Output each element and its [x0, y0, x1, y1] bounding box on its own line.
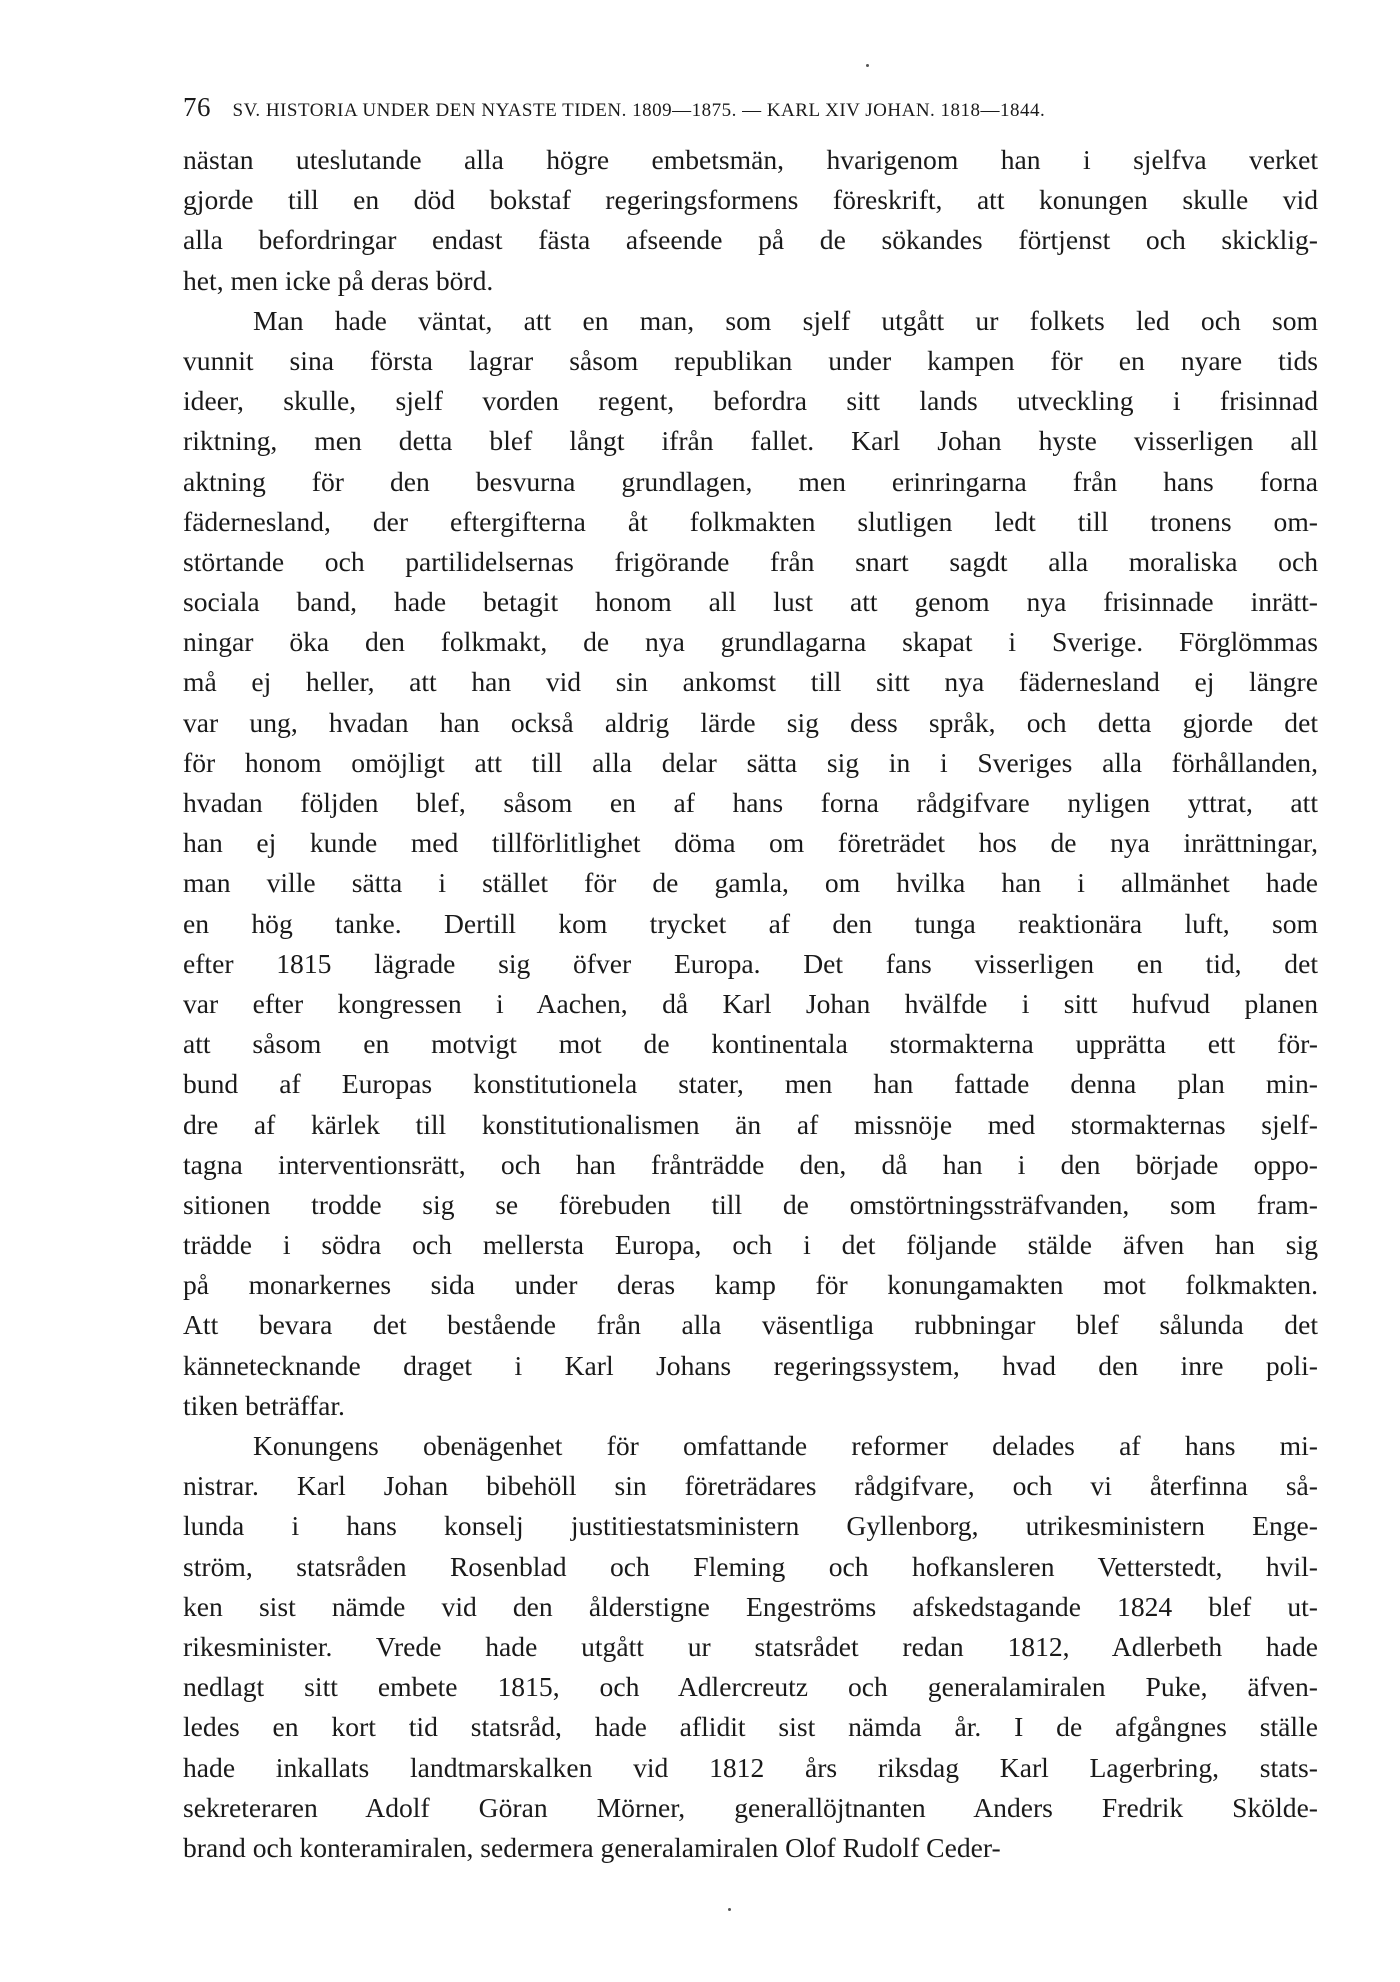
paragraph	[183, 1426, 1318, 1868]
text-line: tagna interventionsrätt, och han frånträdde den, då han i den började oppo-	[183, 1148, 1318, 1180]
text-line: lunda i hans konselj justitiestatsministern Gyllenborg, utrikesministern Enge-	[183, 1510, 1318, 1542]
text-line: ström, statsråden Rosenblad och Fleming och hofkansleren Vetterstedt, hvil-	[183, 1550, 1318, 1582]
text-line: hade inkallats landtmarskalken vid 1812 års riksdag Karl Lagerbring, stats-	[183, 1751, 1318, 1783]
text-line: man ville sätta i stället för de gamla, om hvilka han i allmänhet hade	[183, 867, 1318, 899]
text-line: gjorde till en död bokstaf regeringsformens föreskrift, att konungen skulle vid	[183, 184, 1318, 216]
text-line: må ej heller, att han vid sin ankomst till sitt nya fädernesland ej längre	[183, 666, 1318, 698]
text-line: nistrar. Karl Johan bibehöll sin företrädares rådgifvare, och vi återfinna så-	[183, 1470, 1318, 1502]
text-line: Att bevara det bestående från alla väsentliga rubbningar blef sålunda det	[183, 1309, 1318, 1341]
text-line: nedlagt sitt embete 1815, och Adlercreutz och generalamiralen Puke, äfven-	[183, 1671, 1318, 1703]
text-line: tiken beträffar.	[183, 1389, 345, 1421]
text-line: fädernesland, der eftergifterna åt folkmakten slutligen ledt till tronens om-	[183, 505, 1318, 537]
paragraph	[183, 301, 1318, 1426]
page-number: 76	[183, 92, 211, 122]
text-line: att såsom en motvigt mot de kontinentala stormakterna upprätta ett för-	[183, 1028, 1318, 1060]
text-line: på monarkernes sida under deras kamp för konungamakten mot folkmakten.	[183, 1269, 1318, 1301]
text-line: var ung, hvadan han också aldrig lärde sig dess språk, och detta gjorde det	[183, 706, 1318, 738]
text-line: nästan uteslutande alla högre embetsmän, hvarigenom han i sjelfva verket	[183, 144, 1318, 175]
text-line: ideer, skulle, sjelf vorden regent, befordra sitt lands utveckling i frisinnad	[183, 385, 1318, 417]
text-line: het, men icke på deras börd.	[183, 264, 494, 296]
text-line: Konungens obenägenhet för omfattande reformer delades af hans mi-	[253, 1430, 1318, 1461]
text-line: brand och konteramiralen, sedermera generalamiralen Olof Rudolf Ceder-	[183, 1831, 1001, 1863]
text-line: efter 1815 lägrade sig öfver Europa. Det fans visserligen en tid, det	[183, 947, 1318, 979]
text-line: rikesminister. Vrede hade utgått ur statsrådet redan 1812, Adlerbeth hade	[183, 1630, 1318, 1662]
text-line: en hög tanke. Dertill kom trycket af den tunga reaktionära luft, som	[183, 907, 1318, 939]
text-line: hvadan följden blef, såsom en af hans forna rådgifvare nyligen yttrat, att	[183, 787, 1318, 818]
print-speck	[866, 64, 869, 67]
text-line: han ej kunde med tillförlitlighet döma om företrädet hos de nya inrättningar,	[183, 827, 1318, 859]
text-line: dre af kärlek till konstitutionalismen än af missnöje med stormakternas sjelf-	[183, 1108, 1318, 1140]
running-head	[183, 92, 1318, 132]
paragraph	[183, 140, 1318, 301]
body-text	[183, 140, 1318, 1868]
running-title: SV. HISTORIA UNDER DEN NYASTE TIDEN. 1809—1875. — KARL XIV JOHAN. 1818—1844.	[232, 100, 1046, 121]
text-line: sociala band, hade betagit honom all lust att genom nya frisinnade inrätt-	[183, 586, 1318, 618]
text-line: sekreteraren Adolf Göran Mörner, generallöjtnanten Anders Fredrik Skölde-	[183, 1791, 1318, 1823]
text-line: ken sist nämde vid den ålderstigne Engeströms afskedstagande 1824 blef ut-	[183, 1590, 1318, 1622]
text-line: bund af Europas konstitutionela stater, men han fattade denna plan min-	[183, 1068, 1318, 1100]
text-line: alla befordringar endast fästa afseende på de sökandes förtjenst och skicklig-	[183, 224, 1318, 256]
text-line: ledes en kort tid statsråd, hade aflidit sist nämda år. I de afgångnes ställe	[183, 1711, 1318, 1743]
text-line: vunnit sina första lagrar såsom republikan under kampen för en nyare tids	[183, 344, 1318, 376]
text-line: var efter kongressen i Aachen, då Karl Johan hvälfde i sitt hufvud planen	[183, 987, 1318, 1019]
text-line: kännetecknande draget i Karl Johans regeringssystem, hvad den inre poli-	[183, 1349, 1318, 1381]
text-line: riktning, men detta blef långt ifrån fallet. Karl Johan hyste visserligen all	[183, 425, 1318, 457]
text-line: Man hade väntat, att en man, som sjelf utgått ur folkets led och som	[253, 304, 1318, 336]
text-line: störtande och partilidelsernas frigörande från snart sagdt alla moraliska och	[183, 545, 1318, 577]
text-line: för honom omöjligt att till alla delar sätta sig in i Sveriges alla förhållanden,	[183, 746, 1318, 778]
text-line: sitionen trodde sig se förebuden till de omstörtningssträfvanden, som fram-	[183, 1188, 1318, 1220]
text-line: aktning för den besvurna grundlagen, men erinringarna från hans forna	[183, 465, 1318, 497]
text-line: trädde i södra och mellersta Europa, och i det följande stälde äfven han sig	[183, 1229, 1318, 1261]
print-speck	[728, 1908, 731, 1911]
text-line: ningar öka den folkmakt, de nya grundlagarna skapat i Sverige. Förglömmas	[183, 626, 1318, 658]
